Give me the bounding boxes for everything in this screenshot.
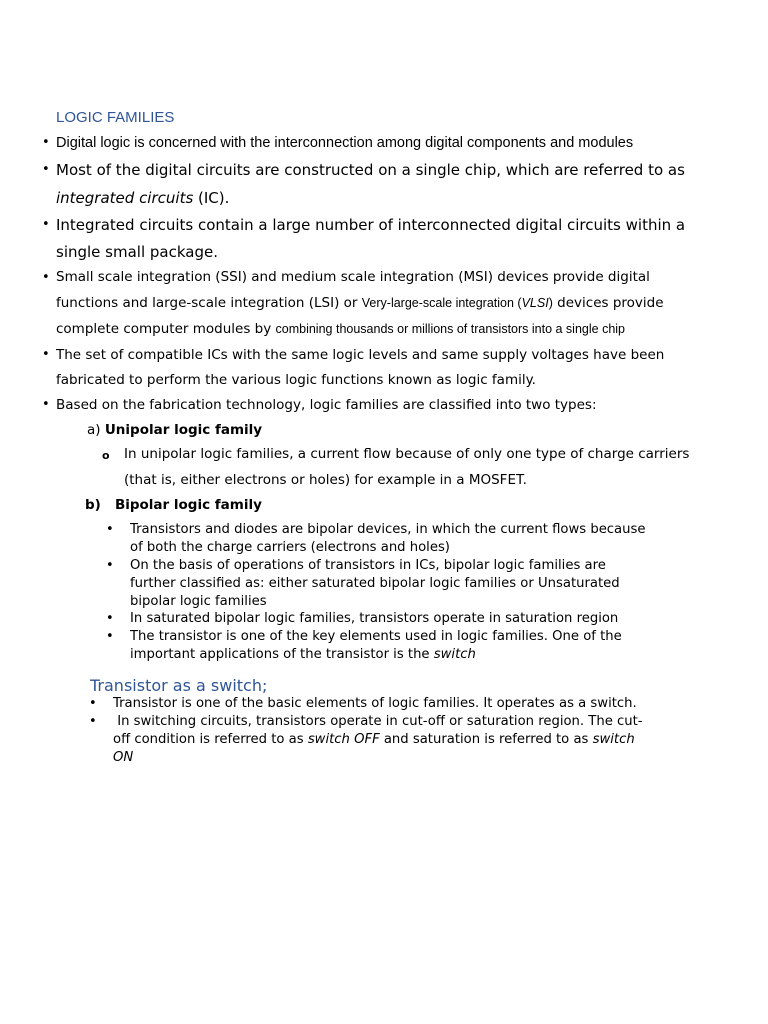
list-item: In unipolar logic families, a current flow because of only one type of charge carriers xyxy=(124,446,690,462)
list-item-continuation: complete computer modules by combining thousands or millions of transistors into a single chip xyxy=(56,321,625,337)
bullet-marker: • xyxy=(106,611,114,626)
bullet-marker: • xyxy=(89,714,97,729)
bullet-marker: • xyxy=(106,629,114,644)
list-item: Digital logic is concerned with the interconnection among digital components and modules xyxy=(56,135,634,151)
list-item-continuation: single small package. xyxy=(56,243,218,261)
bullet-marker: • xyxy=(106,558,114,573)
bullet-marker: • xyxy=(42,397,50,412)
bullet-marker: • xyxy=(106,522,114,537)
list-item: The transistor is one of the key elements used in logic families. One of the xyxy=(130,629,622,644)
list-item: Transistors and diodes are bipolar devices, in which the current flows because xyxy=(130,522,646,537)
list-item: Based on the fabrication technology, logic families are classified into two types: xyxy=(56,397,597,413)
list-item: Transistor is one of the basic elements of logic families. It operates as a switch. xyxy=(113,696,637,711)
list-item-continuation: ON xyxy=(113,750,134,765)
bullet-marker: • xyxy=(42,270,50,285)
list-item-continuation: important applications of the transistor is the switch xyxy=(130,647,476,662)
list-item-continuation: fabricated to perform the various logic functions known as logic family. xyxy=(56,372,536,388)
list-item: In switching circuits, transistors operate in cut-off or saturation region. The cut- xyxy=(113,714,643,729)
section-heading: LOGIC FAMILIES xyxy=(56,109,175,126)
list-item-continuation: bipolar logic families xyxy=(130,594,267,609)
list-item-continuation: functions and large-scale integration (LSI) or Very-large-scale integration (VLSI) devices provide xyxy=(56,295,664,311)
list-item: The set of compatible ICs with the same logic levels and same supply voltages have been xyxy=(56,347,665,363)
list-item-continuation: integrated circuits (IC). xyxy=(56,189,230,207)
list-item-continuation: (that is, either electrons or holes) for example in a MOSFET. xyxy=(124,472,527,488)
list-item-continuation: further classified as: either saturated bipolar logic families or Unsaturated xyxy=(130,576,620,591)
subsection-title: a) Unipolar logic family xyxy=(87,422,263,438)
section-heading: Transistor as a switch; xyxy=(90,676,268,695)
list-item: Most of the digital circuits are constructed on a single chip, which are referred to as xyxy=(56,161,685,179)
list-item-continuation: off condition is referred to as switch OFF and saturation is referred to as switch xyxy=(113,732,635,747)
bullet-marker: • xyxy=(42,162,50,177)
list-item: On the basis of operations of transistors in ICs, bipolar logic families are xyxy=(130,558,606,573)
bullet-marker: • xyxy=(42,135,50,150)
sub-bullet-marker: o xyxy=(102,449,110,462)
list-item: Small scale integration (SSI) and medium scale integration (MSI) devices provide digital xyxy=(56,269,650,285)
list-item: In saturated bipolar logic families, transistors operate in saturation region xyxy=(130,611,619,626)
bullet-marker: • xyxy=(42,347,50,362)
list-item-continuation: of both the charge carriers (electrons and holes) xyxy=(130,540,450,555)
bullet-marker: • xyxy=(89,696,97,711)
subsection-title: b) Bipolar logic family xyxy=(85,497,262,513)
list-item: Integrated circuits contain a large number of interconnected digital circuits within a xyxy=(56,216,686,234)
bullet-marker: • xyxy=(42,217,50,232)
